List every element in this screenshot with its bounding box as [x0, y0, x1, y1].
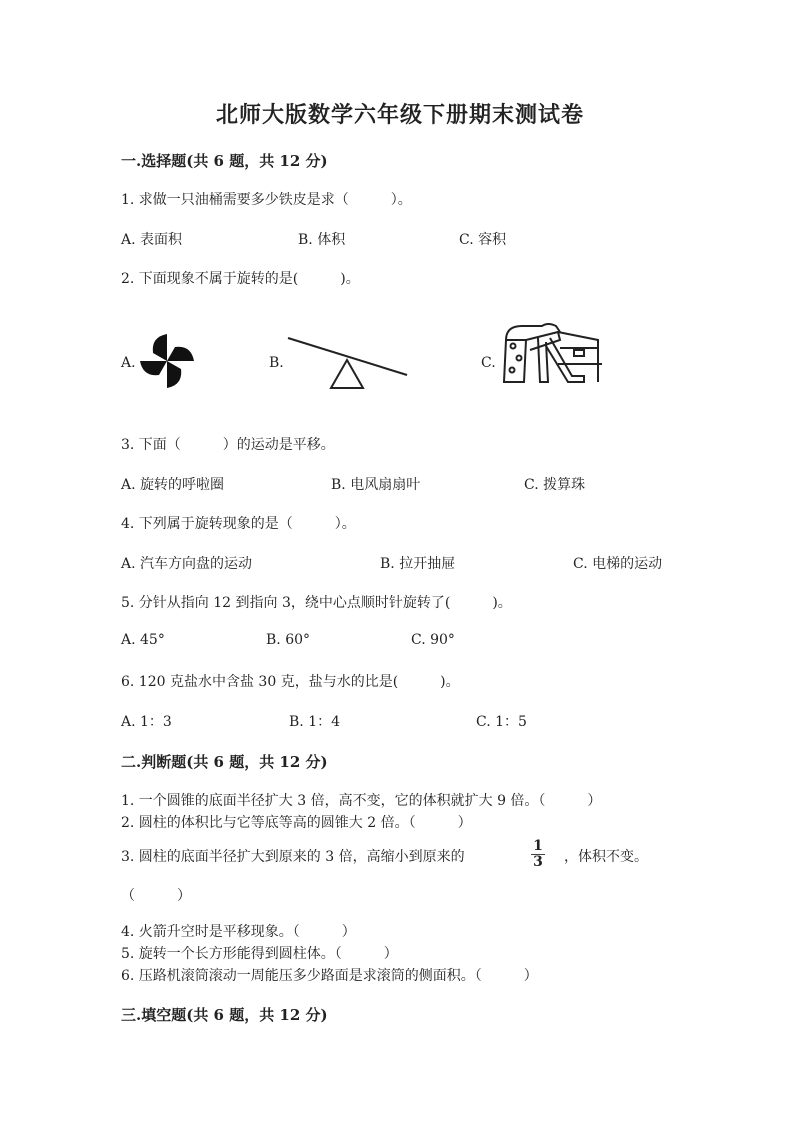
q6-option-b: B. 1：4 — [289, 714, 341, 730]
judgement-3-bracket: （ ） — [121, 888, 191, 904]
section-heading-choice: 一.选择题(共 6 题，共 12 分) — [121, 152, 328, 170]
question-6: 6. 120 克盐水中含盐 30 克，盐与水的比是( )。 — [121, 674, 460, 690]
judgement-2: 2. 圆柱的体积比与它等底等高的圆锥大 2 倍。（ ） — [121, 815, 472, 831]
q3-option-a: A. 旋转的呼啦圈 — [121, 477, 225, 493]
q6-option-c: C. 1：5 — [476, 714, 527, 730]
fraction-one-third — [531, 839, 545, 870]
question-2: 2. 下面现象不属于旋转的是( )。 — [121, 271, 360, 287]
seesaw-image — [283, 332, 413, 392]
q6-option-a: A. 1：3 — [121, 714, 172, 730]
q1-option-b: B. 体积 — [298, 232, 346, 248]
question-3: 3. 下面（ ）的运动是平移。 — [121, 437, 335, 453]
question-5: 5. 分针从指向 12 到指向 3，绕中心点顺时针旋转了( )。 — [121, 595, 512, 611]
judgement-1: 1. 一个圆锥的底面半径扩大 3 倍，高不变，它的体积就扩大 9 倍。（ ） — [121, 793, 602, 809]
section-heading-fill-blank: 三.填空题(共 6 题，共 12 分) — [121, 1006, 328, 1024]
judgement-4: 4. 火箭升空时是平移现象。（ ） — [121, 924, 356, 940]
fraction-denominator: 3 — [533, 854, 543, 870]
q3-option-b: B. 电风扇扇叶 — [331, 477, 421, 493]
judgement-6: 6. 压路机滚筒滚动一周能压多少路面是求滚筒的侧面积。（ ） — [121, 968, 538, 984]
q2-option-a: A. — [121, 355, 136, 371]
judgement-3-suffix: ，体积不变。 — [564, 849, 648, 865]
page-title: 北师大版数学六年级下册期末测试卷 — [215, 102, 584, 128]
question-1: 1. 求做一只油桶需要多少铁皮是求（ ）。 — [121, 192, 412, 208]
q5-option-a: A. 45° — [121, 632, 165, 648]
section-heading-judgement: 二.判断题(共 6 题，共 12 分) — [121, 753, 328, 771]
q2-option-c: C. — [481, 355, 496, 371]
q4-option-b: B. 拉开抽屉 — [380, 556, 456, 572]
slide-image — [498, 320, 604, 388]
q4-option-a: A. 汽车方向盘的运动 — [121, 556, 253, 572]
q5-option-c: C. 90° — [411, 632, 455, 648]
fraction-numerator: 1 — [531, 839, 545, 855]
question-4: 4. 下列属于旋转现象的是（ ）。 — [121, 516, 356, 532]
q2-option-b: B. — [269, 355, 284, 371]
q4-option-c: C. 电梯的运动 — [573, 556, 663, 572]
judgement-3: 3. 圆柱的底面半径扩大到原来的 3 倍，高缩小到原来的 — [121, 849, 465, 865]
q1-option-a: A. 表面积 — [121, 232, 183, 248]
judgement-5: 5. 旋转一个长方形能得到圆柱体。（ ） — [121, 946, 398, 962]
pinwheel-image — [138, 333, 196, 389]
q1-option-c: C. 容积 — [459, 232, 507, 248]
q5-option-b: B. 60° — [266, 632, 311, 648]
q3-option-c: C. 拨算珠 — [524, 477, 586, 493]
